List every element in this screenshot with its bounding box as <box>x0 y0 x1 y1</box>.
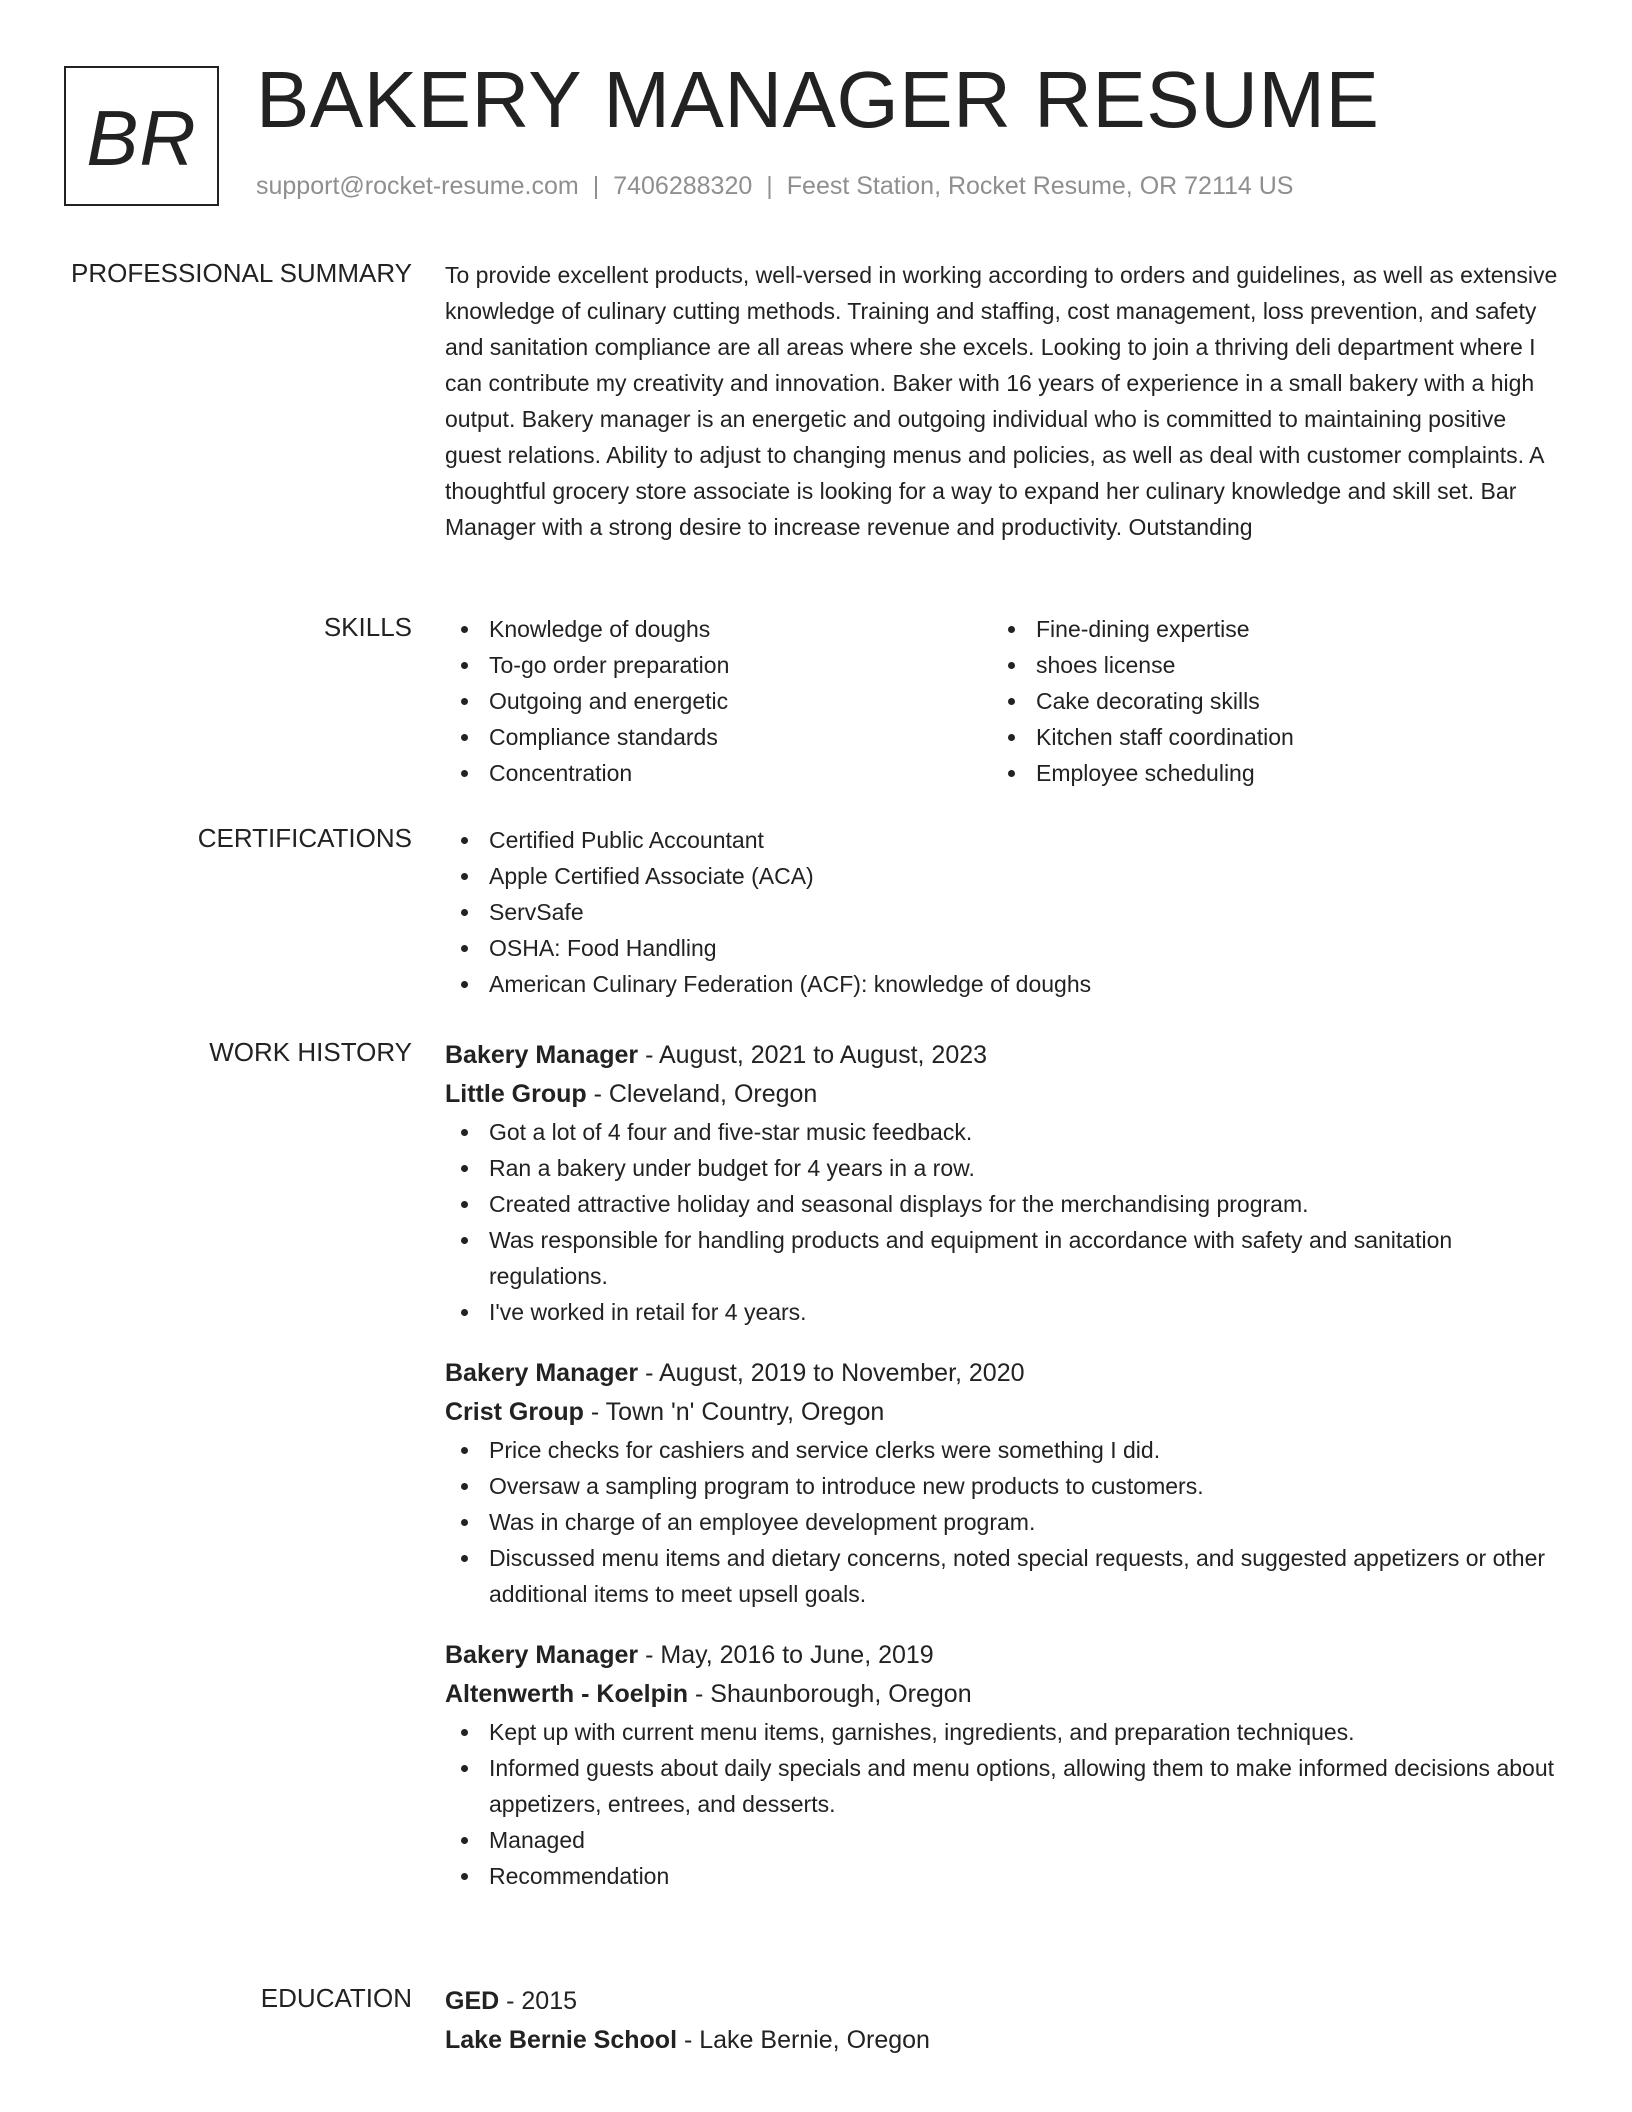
job-title: Bakery Manager <box>445 1041 639 1069</box>
job-company: Little Group <box>445 1080 587 1108</box>
job-company: Altenwerth - Koelpin <box>445 1680 689 1708</box>
contact-address: Feest Station, Rocket Resume, OR 72114 US <box>786 172 1294 200</box>
skills-body <box>445 611 1560 791</box>
job-location: - Cleveland, Oregon <box>586 1080 818 1108</box>
job-entry <box>445 1036 1560 1330</box>
job-bullet: Oversaw a sampling program to introduce new products to customers. <box>445 1468 1560 1504</box>
contact-separator: | <box>592 172 600 200</box>
job-location: - Town 'n' Country, Oregon <box>583 1398 885 1426</box>
education-degree: GED <box>445 1987 500 2015</box>
job-company: Crist Group <box>445 1398 584 1426</box>
certifications-list <box>445 822 1560 1002</box>
job-bullet: Recommendation <box>445 1858 1560 1894</box>
job-bullet: Price checks for cashiers and service clerks were something I did. <box>445 1432 1560 1468</box>
job-bullet: Managed <box>445 1822 1560 1858</box>
job-dates: - May, 2016 to June, 2019 <box>638 1641 934 1669</box>
work-label: WORK HISTORY <box>209 1037 412 1067</box>
summary-text: To provide excellent products, well-versed in working according to orders and guidelines, as well as extensive knowledge of culinary cutting methods. Training and staffing, cost management, loss prevention, and safety and sanitation compliance are all areas where she excels. Looking to join a thriving deli department where I can contribute my creativity and innovation. Baker with 16 years of experience in a small bakery with a high output. Bakery manager is an energetic and outgoing individual who is committed to maintaining positive guest relations. Ability to adjust to changing menus and policies, as well as deal with customer complaints. A thoughtful grocery store associate is looking for a way to expand her culinary knowledge and skill set. Bar Manager with a strong desire to increase revenue and productivity. Outstanding <box>445 262 1558 540</box>
skill-item: Outgoing and energetic <box>445 683 992 719</box>
job-title: Bakery Manager <box>445 1641 639 1669</box>
skill-item: Knowledge of doughs <box>445 611 992 647</box>
job-company-line <box>445 1675 1560 1714</box>
job-entry <box>445 1354 1560 1612</box>
job-title-line <box>445 1036 1560 1075</box>
contact-line <box>256 172 1293 201</box>
monogram-box <box>64 66 219 206</box>
skill-item: Compliance standards <box>445 719 992 755</box>
education-school: Lake Bernie School <box>445 2026 678 2054</box>
job-title-line <box>445 1354 1560 1393</box>
education-school-line <box>445 2021 1560 2060</box>
job-bullets <box>445 1114 1560 1330</box>
skills-right-list <box>992 611 1539 791</box>
job-bullet: Informed guests about daily specials and menu options, allowing them to make informed decisions about appetizers, entrees, and desserts. <box>445 1750 1560 1822</box>
summary-label: PROFESSIONAL SUMMARY <box>71 258 412 288</box>
skill-item: Concentration <box>445 755 992 791</box>
skills-label: SKILLS <box>323 612 412 642</box>
contact-separator: | <box>766 172 773 200</box>
education-year: - 2015 <box>499 1987 578 2015</box>
skill-item: Employee scheduling <box>992 755 1539 791</box>
education-body <box>445 1982 1560 2060</box>
skills-grid <box>445 611 1560 791</box>
education-label: EDUCATION <box>260 1983 412 2013</box>
job-entry <box>445 1636 1560 1894</box>
certification-item: Apple Certified Associate (ACA) <box>445 858 1560 894</box>
certifications-label: CERTIFICATIONS <box>197 823 412 853</box>
certification-item: Certified Public Accountant <box>445 822 1560 858</box>
education-degree-line <box>445 1982 1560 2021</box>
monogram-initials: BR <box>86 93 197 182</box>
job-dates: - August, 2019 to November, 2020 <box>638 1359 1025 1387</box>
skill-item: Kitchen staff coordination <box>992 719 1539 755</box>
job-bullet: Was in charge of an employee development program. <box>445 1504 1560 1540</box>
work-body <box>445 1036 1560 1894</box>
job-bullet: Ran a bakery under budget for 4 years in a row. <box>445 1150 1560 1186</box>
contact-phone[interactable]: 7406288320 <box>613 172 753 200</box>
certifications-body <box>445 822 1560 1002</box>
job-title-line <box>445 1636 1560 1675</box>
job-bullet: Created attractive holiday and seasonal displays for the merchandising program. <box>445 1186 1560 1222</box>
job-bullet: Kept up with current menu items, garnishes, ingredients, and preparation techniques. <box>445 1714 1560 1750</box>
job-bullet: I've worked in retail for 4 years. <box>445 1294 1560 1330</box>
skill-item: To-go order preparation <box>445 647 992 683</box>
summary-body <box>445 257 1560 545</box>
certification-item: ServSafe <box>445 894 1560 930</box>
education-location: - Lake Bernie, Oregon <box>677 2026 930 2054</box>
skill-item: Fine-dining expertise <box>992 611 1539 647</box>
job-company-line <box>445 1393 1560 1432</box>
job-bullets <box>445 1432 1560 1612</box>
job-bullet: Was responsible for handling products and equipment in accordance with safety and sanitation regulations. <box>445 1222 1560 1294</box>
resume-title: BAKERY MANAGER RESUME <box>256 55 1380 144</box>
job-location: - Shaunborough, Oregon <box>688 1680 972 1708</box>
job-bullets <box>445 1714 1560 1894</box>
job-bullet: Discussed menu items and dietary concerns, noted special requests, and suggested appetizers or other additional items to meet upsell goals. <box>445 1540 1560 1612</box>
contact-email[interactable]: support@rocket-resume.com <box>256 172 579 200</box>
skills-left-list <box>445 611 992 791</box>
skill-item: Cake decorating skills <box>992 683 1539 719</box>
job-bullet: Got a lot of 4 four and five-star music feedback. <box>445 1114 1560 1150</box>
job-company-line <box>445 1075 1560 1114</box>
job-title: Bakery Manager <box>445 1359 639 1387</box>
certification-item: American Culinary Federation (ACF): knowledge of doughs <box>445 966 1560 1002</box>
certification-item: OSHA: Food Handling <box>445 930 1560 966</box>
job-dates: - August, 2021 to August, 2023 <box>638 1041 988 1069</box>
skill-item: shoes license <box>992 647 1539 683</box>
